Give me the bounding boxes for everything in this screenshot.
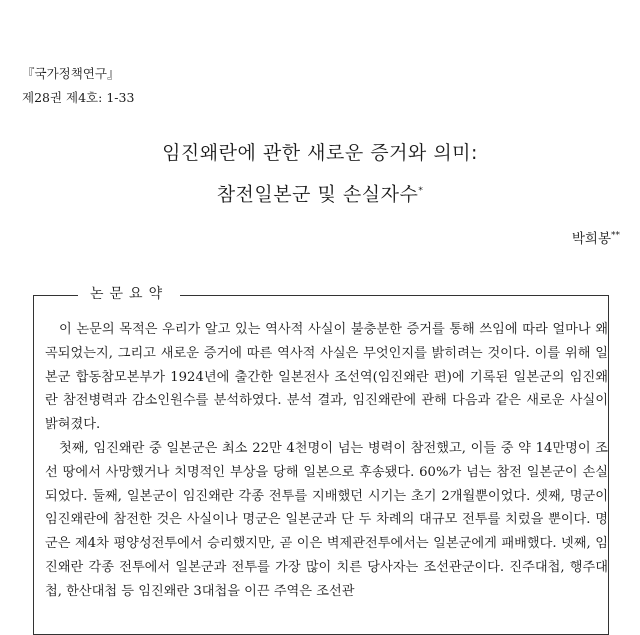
author bbox=[572, 227, 620, 247]
title-line-1: 임진왜란에 관한 새로운 증거와 의미: bbox=[162, 142, 478, 164]
title-footnote-mark: * bbox=[418, 186, 424, 196]
journal-info bbox=[22, 62, 134, 110]
abstract-body bbox=[45, 318, 608, 604]
title-line-2-text: 참전일본군 및 손실자수 bbox=[216, 183, 419, 206]
abstract-heading: 논문요약 bbox=[78, 283, 180, 303]
paper-title bbox=[0, 134, 640, 213]
journal-name: 『국가정책연구』 bbox=[22, 66, 120, 81]
volume-issue: 제28권 제4호: 1-33 bbox=[22, 90, 135, 105]
abstract-paragraph-2: 첫째, 임진왜란 중 일본군은 최소 22만 4천명이 넘는 병력이 참전했고, 이들 중 약 14만명이 조선 땅에서 사망했거나 치명적인 부상을 당해 일본으로 후송됐다. 60%가 넘는 참전 일본군이 손실되었다. 둘째, 일본군이 임진왜란 각종 전투를 지배했던 시기는 초기 2개월뿐이었다. 셋째, 명군이 임진왜란에 참전한 것은 사실이나 명군은 일본군과 단 두 차례의 대규모 전투를 치렀을 뿐이다. 명군은 제4차 평양성전투에서 승리했지만, 곧 이은 벽제관전투에서는 일본군에게 패배했다. 넷째, 임진왜란 각종 전투에서 일본군과 전투를 가장 많이 치른 당사자는 조선관군이다. 진주대첩, 행주대첩, 한산대첩 등 임진왜란 3대첩을 이끈 주역은 조선관 bbox=[45, 440, 608, 599]
author-footnote-mark: ** bbox=[611, 230, 620, 241]
title-line-2 bbox=[0, 172, 640, 213]
author-name: 박희봉 bbox=[571, 231, 611, 247]
abstract-paragraph-1: 이 논문의 목적은 우리가 알고 있는 역사적 사실이 불충분한 증거를 통해 쓰임에 따라 얼마나 왜곡되었는지, 그리고 새로운 증거에 따른 역사적 사실은 무엇인지를 밝히려는 것이다. 이를 위해 일본군 합동참모본부가 1924년에 출간한 일본전사 조선역(임진왜란 편)에 기록된 일본군의 임진왜란 참전병력과 감소인원수를 분석하였다. 분석 결과, 임진왜란에 관해 다음과 같은 새로운 사실이 밝혀졌다. bbox=[45, 322, 608, 433]
